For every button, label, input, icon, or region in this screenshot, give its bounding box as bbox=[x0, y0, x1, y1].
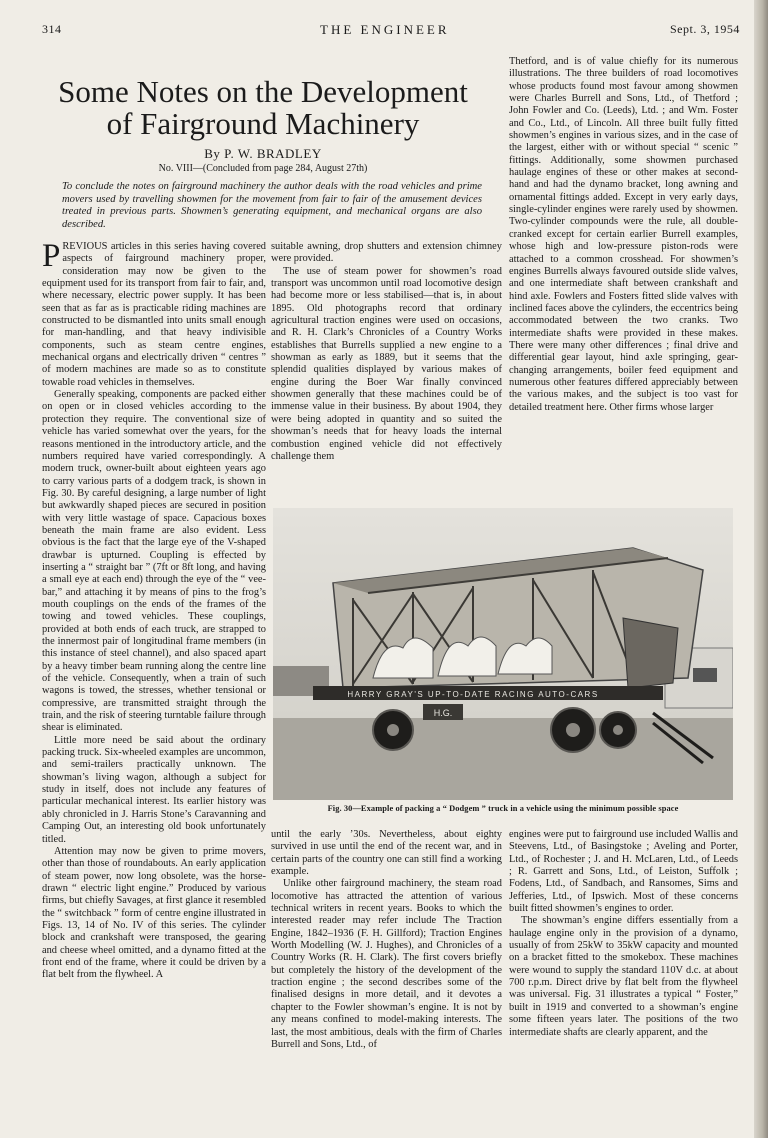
fig30-photo bbox=[273, 508, 733, 800]
byline: By P. W. BRADLEY bbox=[204, 146, 322, 161]
paragraph: Thetford, and is of value chiefly for its numerous illustrations. The three builders of road locomotives whose products found most favour among showmen were Charles Burrell and Sons, Ltd., of Thetford ; John Fowler and Co. (Leeds), Ltd. ; and Wm. Foster and Co., Ltd., of Lincoln. All three built fully fitted showmen’s engines in various sizes, and in the case of the largest, either with or without special “ scenic ” fittings. Additionally, some showmen purchased haulage engines of these or other makes at second-hand and had the dynamo bracket, long awning and ornamental fittings added. Except in very early days, single-cylinder engines were rarely used by showmen. Two-cylinder compounds were the rule, all double-cranked except for certain earlier Burrell examples, whose high and low-pressure piston-rods were attached to a common crosshead. For showmen’s engines Burrells always favoured outside slide valves, and one intermediate shaft between crankshaft and hind axle. Fowlers and Fosters fitted slide valves with inclined faces above the cylinders, the eccentrics being accommodated between the two cranks. Two intermediate shafts were provided in these makes. There were many other differences ; final drive and differential gear layout, hind axle springing, gear-changing arrangements, boiler feed equipment and numerous other features differed appreciably between the various makes, and the subject is too vast for detailed treatment here. Other firms whose larger bbox=[509, 56, 738, 413]
paragraph: Attention may now be given to prime movers, other than those of roundabouts. An early application of steam power, now long obsolete, was the horse-drawn “ electric light engine.” Produced by various firms, but chiefly Savages, at first glance it resembled the “ switchback ” form of centre engine illustrated in Figs. 13, 14 of No. IV of this series. The cylinder block and crankshaft were transposed, the gearing and cheese wheel omitted, and a dynamo fitted at the front end of the frame, where it could be driven by a flat belt from the flywheel. A bbox=[42, 845, 266, 981]
issue-date: Sept. 3, 1954 bbox=[670, 22, 740, 36]
paragraph: Generally speaking, components are packed either on open or in closed vehicles according to the protection they require. The conventional size of vehicle has varied somewhat over the years, for the reasons mentioned in the introductory article, and the numbers required have varied correspondingly. A modern truck, owner-built about eighteen years ago to carry various parts of a dodgem track, is shown in Fig. 30. By careful designing, a large number of light but awkwardly shaped pieces are secured in position with very little wastage of space. Capacious boxes beneath the main frame are also evident. Less obvious is the fact that the large eye of the V-shaped drawbar is upturned. Coupling is effected by inserting a “ straight bar ” (7ft or 8ft long, and having a small eye at each end) through the eye of the “ vee-bar,” and attaching it by means of pins to the frog’s mouth couplings on the ends of the frames of the towing and towed vehicles. These couplings, provided at both ends of each truck, are strapped to the innermost pair of longitudinal frame members (in this instance of steel channel), and also spaced apart by a heavy timber beam running along the centre line of the vehicle. Consequently, when a train of such wagons is towed, the stresses, whether tensional or compressive, are transmitted straight through the train, and the risk of steering turntable failure through shear is eliminated. bbox=[42, 389, 266, 734]
journal-title: THE ENGINEER bbox=[320, 22, 450, 37]
text-column-3-bottom bbox=[509, 829, 738, 1109]
paragraph: engines were put to fairground use included Wallis and Steevens, Ltd., of Basingstoke ; Aveling and Porter, Ltd., of Rochester ; J. and H. McLaren, Ltd., of Leeds ; R. Garrett and Sons, Ltd., of Leiston, Suffolk ; Fodens, Ltd., of Sandbach, and Ransomes, Sims and Jefferies, Ltd., of Ipswich. Most of these concerns built fitted showmen’s engines to order. bbox=[509, 829, 738, 915]
figure-caption: Fig. 30—Example of packing a “ Dodgem ” truck in a vehicle using the minimum possible space bbox=[327, 804, 679, 813]
text-column-2-top bbox=[271, 241, 502, 479]
article-title: Some Notes on the Development of Fairground Machinery bbox=[58, 74, 468, 141]
standfirst: To conclude the notes on fairground machinery the author deals with the road vehicles and prime movers used by travelling showmen for the movement from fair to fair of the amusement devices treated in previous parts. Showmen’s generating equipment, and mechanical organs are also described. bbox=[62, 181, 482, 230]
text-column-1 bbox=[42, 241, 266, 1101]
paragraph: The showman’s engine differs essentially from a haulage engine only in the provision of a dynamo, usually of from 25kW to 35kW capacity and mounted on a bracket fitted to the smokebox. These machines were wound to supply the standard 110V d.c. at about 700 r.p.m. Direct drive by flat belt from the flywheel was universal. Fig. 31 illustrates a typical “ Foster,” built in 1919 and converted to a showman’s engine some fifteen years later. The positions of the two intermediate shafts are clearly apparent, and the bbox=[509, 915, 738, 1038]
paragraph-text: REVIOUS articles in this series having covered aspects of fairground machinery proper, consideration may now be given to the equipment used for its transport from fair to fair, and, where necessary, electric power supply. It has been seen that as far as is practicable riding machines are constructed to be dismantled into units small enough for man-handling, and that heavy indivisible components, such as steam centre engines, mechanical organs and electrically driven “ centres ” of modern machines are made so as to constitute towable road vehicles in themselves. bbox=[42, 241, 266, 388]
truck-sign: HARRY GRAY'S UP-TO-DATE RACING AUTO-CARS bbox=[347, 690, 599, 699]
series-note: No. VIII—(Concluded from page 284, August 27th) bbox=[158, 163, 368, 174]
paragraph: Little more need be said about the ordinary packing truck. Six-wheeled examples are uncommon, and semi-trailers practically unknown. The showman’s living wagon, although a subject for study in itself, does not include any features of particular mechanical interest. Its earlier history was ably chronicled in J. Harris Stone’s Caravanning and Camping Out, an interesting old book unfortunately titled. bbox=[42, 734, 266, 845]
paragraph: until the early ’30s. Nevertheless, about eighty survived in use until the end of the recent war, and in certain parts of the country one can still find a working example. bbox=[271, 829, 502, 878]
drop-cap: P bbox=[42, 241, 61, 274]
page-number: 314 bbox=[42, 22, 62, 36]
text-column-3-top bbox=[509, 56, 738, 479]
page-gutter-shadow bbox=[754, 0, 768, 1138]
truck-plate: H.G. bbox=[433, 708, 453, 718]
paragraph: The use of steam power for showmen’s road transport was uncommon until road locomotive design had become more or less stabilised—that is, in about 1895. Old photographs record that ordinary agricultural traction engines were used on occasions, and R. H. Clark’s Chronicles of a Country Works establishes that Burrells supplied a new engine to a showman as early as 1889, but it seems that the splendid qualities displayed by various makes of engine during the Boer War finally convinced showmen generally that these machines could be of immense value in their business. By about 1904, they were being adopted in quantity and so suited the showman’s needs that for heavy loads the internal combustion engined vehicle did not effectively challenge them bbox=[271, 265, 502, 462]
paragraph: suitable awning, drop shutters and extension chimney were provided. bbox=[271, 241, 502, 265]
opening-paragraph bbox=[42, 241, 266, 389]
text-column-2-bottom bbox=[271, 829, 502, 1109]
paragraph: Unlike other fairground machinery, the steam road locomotive has attracted the attention of various technical writers in recent years. Books to which the interested reader may refer include The Traction Engine, 1842–1936 (F. H. Gillford); Traction Engines Worth Modelling (W. J. Hughes), and Chronicles of a Country Works (R. H. Clark). The first covers briefly but completely the history of the development of the traction engine ; the second describes some of the finalised designs in more detail, and it devotes a chapter to the Fowler showman’s engine. It is not by any means confined to model-making interests. The last, the most ambitious, deals with the firm of Charles Burrell and Sons, Ltd., of bbox=[271, 878, 502, 1050]
